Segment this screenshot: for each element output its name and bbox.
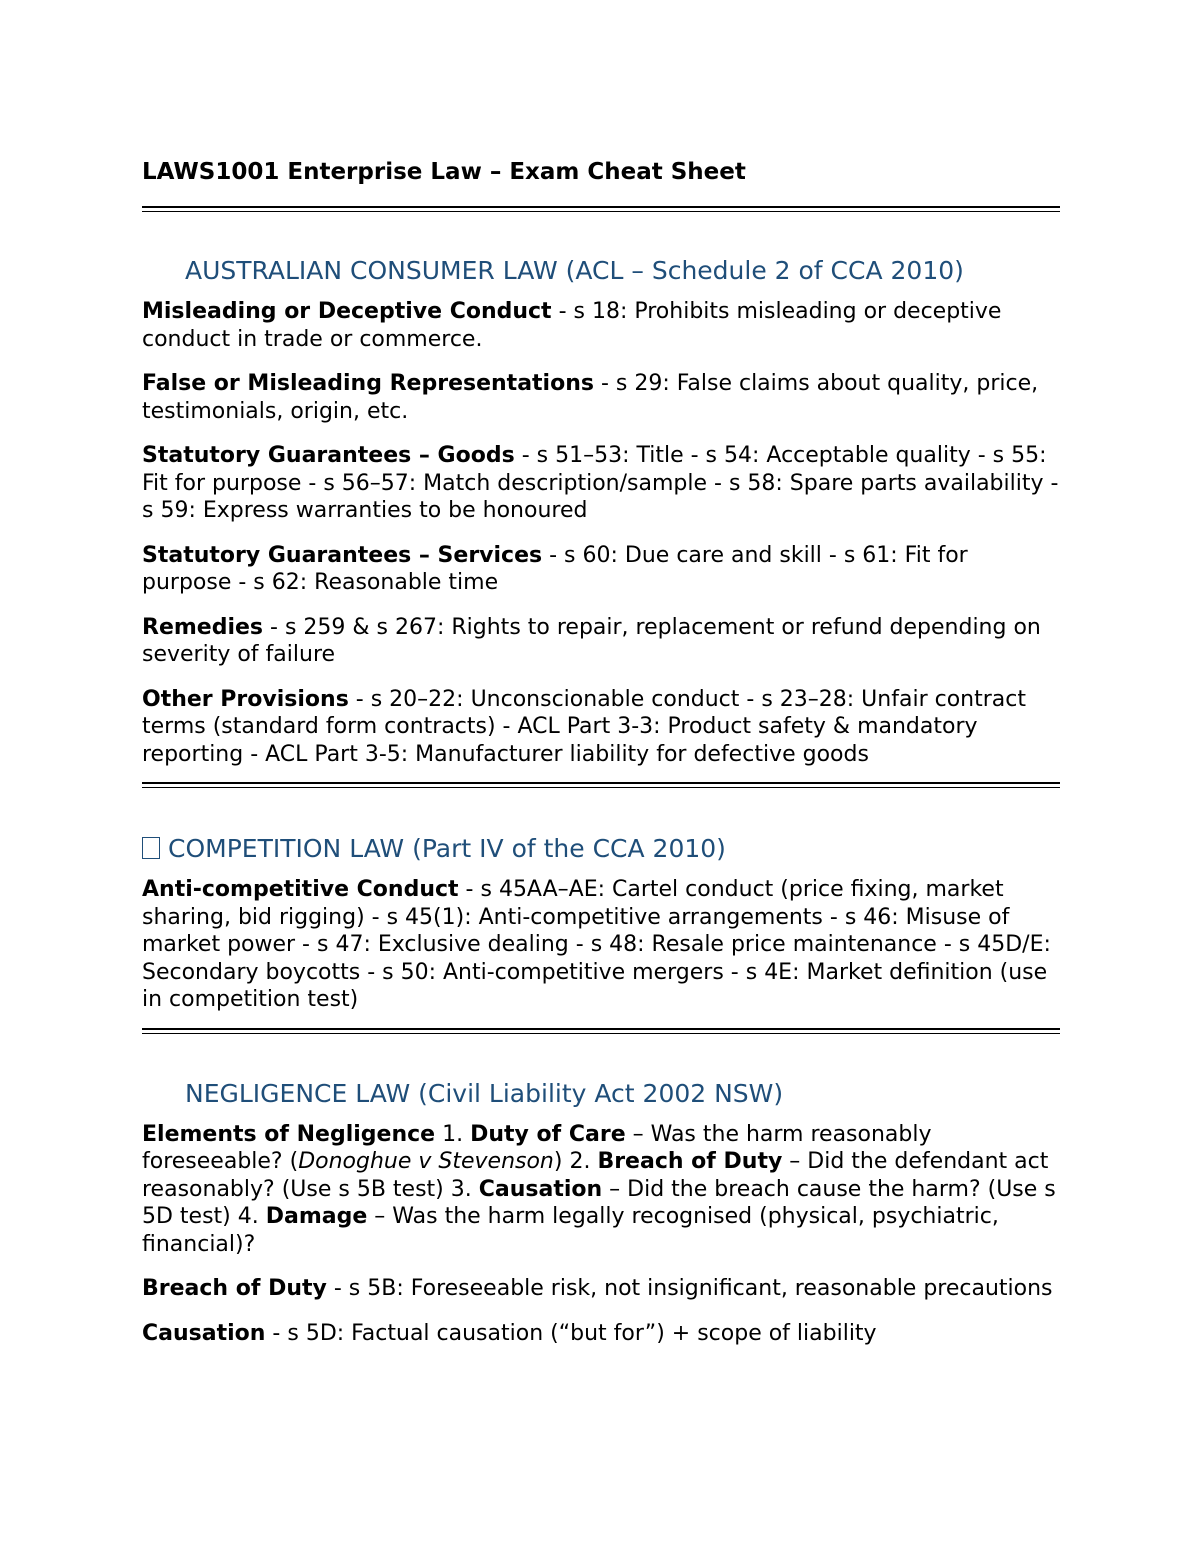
detail: – Was the harm legally recognised (physical, psychiatric, financial)? (142, 1204, 999, 1257)
term: Duty of Care (470, 1121, 626, 1147)
spacer (142, 1034, 1060, 1077)
acl-guarantees-goods (142, 442, 1060, 525)
detail: – Was the harm reasonably foreseeable? ( (142, 1121, 932, 1174)
negligence-elements (142, 1121, 1060, 1259)
negligence-breach-of-duty (142, 1275, 1060, 1303)
negligence-causation (142, 1320, 1060, 1348)
acl-remedies (142, 614, 1060, 669)
section-heading-negligence: NEGLIGENCE LAW (Civil Liability Act 2002 NSW) (185, 1078, 784, 1108)
acl-misleading-conduct (142, 298, 1060, 353)
section-heading-competition (142, 832, 1060, 866)
term: Breach of Duty (597, 1149, 783, 1174)
term: Causation (142, 1320, 266, 1346)
term: Causation (478, 1176, 603, 1202)
spacer (142, 788, 1060, 832)
detail: - s 60: Due care and skill - s 61: Fit for purpose - s 62: Reasonable time (142, 542, 968, 595)
term: Damage (265, 1204, 368, 1229)
term: Statutory Guarantees – Services (142, 542, 543, 568)
section-heading-acl: AUSTRALIAN CONSUMER LAW (ACL – Schedule 2 of CCA 2010) (185, 256, 964, 285)
term: Remedies (142, 614, 264, 640)
detail: ) 2. (553, 1149, 598, 1174)
term: Anti-competitive Conduct (142, 877, 459, 902)
document-title: LAWS1001 Enterprise Law – Exam Cheat Sheet (142, 159, 746, 185)
section-heading-text: COMPETITION LAW (Part IV of the CCA 2010) (168, 834, 726, 863)
detail: - s 20–22: Unconscionable conduct - s 23–28: Unfair contract terms (standard form contracts) - ACL Part 3-3: Product safety & mandatory reporting - ACL Part 3-5: Manufacturer liability for defective goods (142, 686, 1026, 767)
detail: – Did the defendant act reasonably? (Use s 5B test) 3. (142, 1149, 1049, 1202)
term: Elements of Negligence (142, 1121, 436, 1147)
detail: - s 18: Prohibits misleading or deceptive conduct in trade or commerce. (142, 299, 1002, 352)
missing-glyph-icon (142, 837, 160, 859)
detail: - s 259 & s 267: Rights to repair, replacement or refund depending on severity of failure (142, 614, 1041, 667)
acl-false-representations (142, 370, 1060, 425)
term: Breach of Duty (142, 1276, 327, 1301)
term: False or Misleading Representations (142, 371, 594, 396)
detail: – Did the breach cause the harm? (Use s 5D test) 4. (142, 1176, 1056, 1229)
case-name: Donoghue v Stevenson (298, 1149, 554, 1174)
acl-other-provisions (142, 686, 1060, 769)
term: Other Provisions (142, 686, 349, 712)
term: Misleading or Deceptive Conduct (142, 299, 552, 324)
detail: - s 5D: Factual causation (“but for”) + scope of liability (265, 1320, 877, 1346)
term: Statutory Guarantees – Goods (142, 443, 515, 468)
detail: - s 29: False claims about quality, price, testimonials, origin, etc. (142, 371, 1039, 424)
detail: 1. (435, 1121, 471, 1147)
competition-anti-competitive-conduct (142, 876, 1060, 1014)
detail: - s 5B: Foreseeable risk, not insignificant, reasonable precautions (326, 1276, 1053, 1301)
document-page (142, 156, 1060, 1364)
spacer (142, 212, 1060, 254)
detail: - s 45AA–AE: Cartel conduct (price fixing, market sharing, bid rigging) - s 45(1): Anti-competitive arrangements - s 46: Misuse of market power - s 47: Exclusive dealing - s 48: Resale price maintenance - s 45D/E: Secondary boycotts - s 50: Anti-competitive mergers - s 4E: Market definition (use in competition test) (142, 877, 1051, 1012)
acl-guarantees-services (142, 542, 1060, 597)
detail: - s 51–53: Title - s 54: Acceptable quality - s 55: Fit for purpose - s 56–57: Match description/sample - s 58: Spare parts availability - s 59: Express warranties to be honoured (142, 443, 1059, 523)
